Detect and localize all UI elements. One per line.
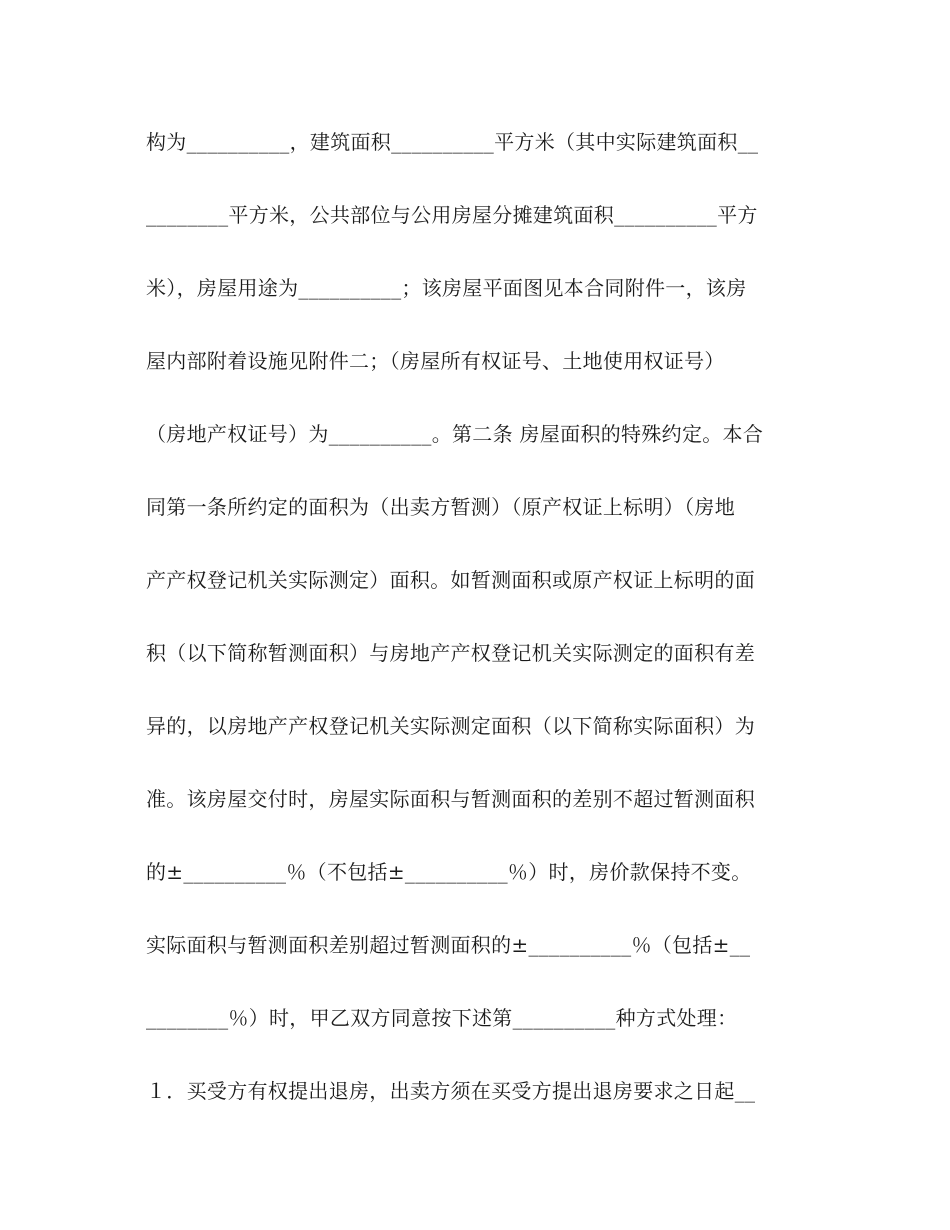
text-line: 准。该房屋交付时，房屋实际面积与暂测面积的差别不超过暂测面积	[146, 787, 755, 811]
contract-text	[146, 121, 806, 1143]
text-line: ________％）时，甲乙双方同意按下述第__________种方式处理：	[146, 1006, 738, 1030]
text-line: 米），房屋用途为__________；该房屋平面图见本合同附件一，该房	[146, 276, 747, 300]
text-line: 异的，以房地产产权登记机关实际测定面积（以下简称实际面积）为	[146, 714, 755, 738]
text-line: （房地产权证号）为__________。第二条 房屋面积的特殊约定。本合	[146, 422, 764, 446]
text-line: ________平方米，公共部位与公用房屋分摊建筑面积__________平方	[146, 203, 758, 227]
text-line: 实际面积与暂测面积差别超过暂测面积的±__________％（包括±__	[146, 933, 751, 957]
text-line: 的±__________％（不包括±__________％）时，房价款保持不变。	[146, 860, 752, 884]
text-line: 构为__________，建筑面积__________平方米（其中实际建筑面积__	[146, 130, 759, 154]
text-line: 屋内部附着设施见附件二；（房屋所有权证号、土地使用权证号）	[146, 349, 725, 373]
text-line: 积（以下简称暂测面积）与房地产产权登记机关实际测定的面积有差	[146, 641, 755, 665]
text-line: 产产权登记机关实际测定）面积。如暂测面积或原产权证上标明的面	[146, 568, 755, 592]
text-line: １．买受方有权提出退房，出卖方须在买受方提出退房要求之日起__	[146, 1079, 756, 1103]
text-line: 同第一条所约定的面积为（出卖方暂测）（原产权证上标明）（房地	[146, 495, 735, 519]
